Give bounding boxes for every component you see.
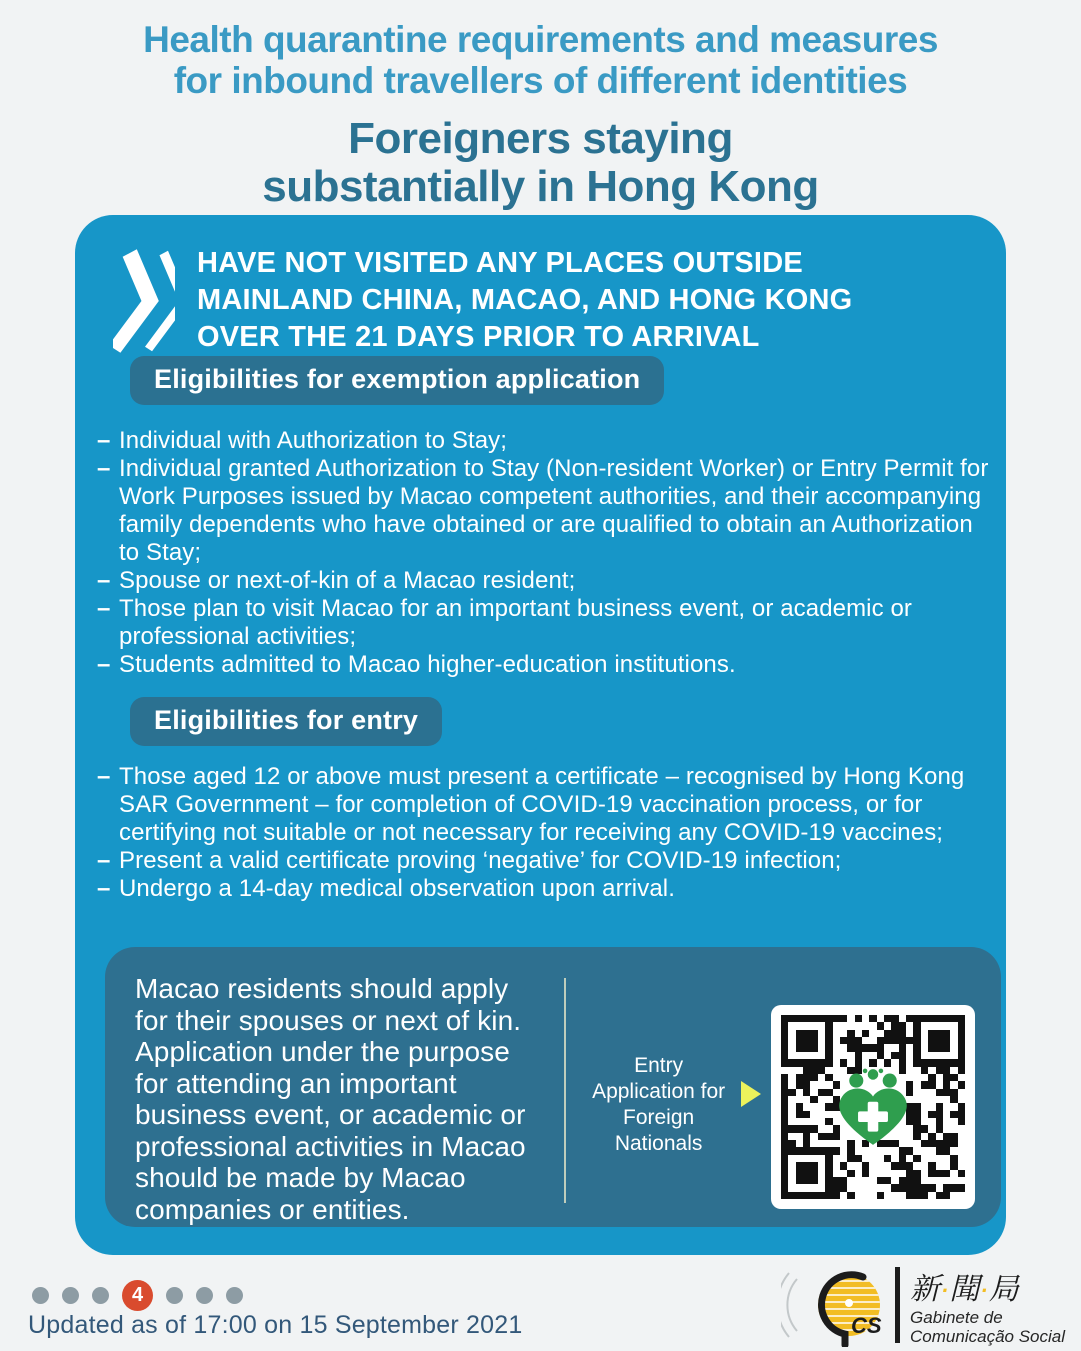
gcs-chinese-name bbox=[910, 1264, 1065, 1308]
dash-bullet: – bbox=[97, 875, 111, 902]
page-title bbox=[0, 20, 1081, 101]
cn-dot: · bbox=[941, 1278, 950, 1304]
dash-bullet: – bbox=[97, 763, 111, 790]
list-item bbox=[97, 455, 989, 567]
list-item-text: Those aged 12 or above must present a certificate – recognised by Hong Kong SAR Government – for completion of COVID-19 vaccination process, or for certifying not suitable or not necessary for receiving any COVID-19 vaccines; bbox=[119, 763, 965, 846]
list-item bbox=[97, 567, 989, 595]
list-item-text: Present a valid certificate proving ‘negative’ for COVID-19 infection; bbox=[119, 847, 842, 874]
gcs-acronym: CS bbox=[851, 1313, 882, 1338]
gcs-portuguese-line1: Gabinete de bbox=[910, 1308, 1003, 1327]
cn-char: 新 bbox=[910, 1273, 942, 1306]
page-dot bbox=[226, 1287, 243, 1304]
page-title-line2: for inbound travellers of different identities bbox=[173, 59, 908, 101]
current-page-dot: 4 bbox=[122, 1280, 153, 1311]
gcs-portuguese-line2: Comunicação Social bbox=[910, 1327, 1065, 1346]
cn-char: 聞 bbox=[949, 1273, 981, 1306]
page-dot bbox=[92, 1287, 109, 1304]
list-item-text: Individual with Authorization to Stay; bbox=[119, 427, 508, 454]
gcs-logo bbox=[781, 1263, 1065, 1347]
page-subtitle bbox=[0, 115, 1081, 210]
list-item-text: Students admitted to Macao higher-education institutions. bbox=[119, 651, 736, 678]
card-header bbox=[113, 245, 927, 357]
dash-bullet: – bbox=[97, 595, 111, 622]
cn-dot: · bbox=[980, 1278, 989, 1304]
dash-bullet: – bbox=[97, 651, 111, 678]
page-subtitle-line2: substantially in Hong Kong bbox=[262, 161, 819, 211]
main-card bbox=[75, 215, 1006, 1255]
list-item bbox=[97, 427, 989, 455]
entry-list bbox=[97, 763, 989, 903]
health-heart-logo-icon bbox=[829, 1063, 917, 1151]
gcs-roundel-icon bbox=[781, 1263, 891, 1347]
list-item-text: Those plan to visit Macao for an important business event, or academic or professional activities; bbox=[119, 595, 913, 650]
exemption-badge: Eligibilities for exemption application bbox=[130, 356, 664, 405]
page-indicator bbox=[32, 1280, 243, 1311]
gcs-logo-text bbox=[910, 1264, 1065, 1346]
list-item bbox=[97, 875, 989, 903]
dash-bullet: – bbox=[97, 567, 111, 594]
dash-bullet: – bbox=[97, 847, 111, 874]
list-item-text: Individual granted Authorization to Stay (Non-resident Worker) or Entry Permit for Work Purposes issued by Macao competent authorities, and their accompanying family dependents who have obtained or are qualified to obtain an Authorization to Stay; bbox=[119, 455, 989, 566]
list-item bbox=[97, 595, 989, 651]
logo-divider-bar bbox=[895, 1267, 900, 1343]
note-card bbox=[105, 947, 1001, 1227]
list-item-text: Spouse or next-of-kin of a Macao resident; bbox=[119, 567, 576, 594]
exemption-list bbox=[97, 427, 989, 679]
vertical-divider bbox=[564, 978, 566, 1203]
note-text: Macao residents should apply for their spouses or next of kin. Application under the purpose for attending an important business event, or academic or professional activities in Macao should be made by Macao companies or entities. bbox=[135, 973, 526, 1225]
page-subtitle-line1: Foreigners staying bbox=[348, 114, 733, 164]
cn-char: 局 bbox=[988, 1273, 1020, 1306]
card-header-text: HAVE NOT VISITED ANY PLACES OUTSIDE MAINLAND CHINA, MACAO, AND HONG KONG OVER THE 21 DAYS PRIOR TO ARRIVAL bbox=[197, 247, 853, 354]
qr-label: Entry Application for Foreign Nationals bbox=[592, 1054, 726, 1155]
list-item bbox=[97, 847, 989, 875]
page-dot bbox=[32, 1287, 49, 1304]
dash-bullet: – bbox=[97, 455, 111, 482]
page-dot bbox=[62, 1287, 79, 1304]
list-item-text: Undergo a 14-day medical observation upon arrival. bbox=[119, 875, 675, 902]
page-title-line1: Health quarantine requirements and measures bbox=[143, 19, 938, 60]
list-item bbox=[97, 763, 989, 847]
triangle-right-icon bbox=[741, 1081, 761, 1107]
page-dot bbox=[196, 1287, 213, 1304]
page-dot bbox=[166, 1287, 183, 1304]
dash-bullet: – bbox=[97, 427, 111, 454]
double-chevron-right-icon bbox=[113, 245, 175, 357]
updated-timestamp: Updated as of 17:00 on 15 September 2021 bbox=[28, 1311, 523, 1339]
list-item bbox=[97, 651, 989, 679]
entry-badge: Eligibilities for entry bbox=[130, 697, 442, 746]
qr-code bbox=[771, 1005, 975, 1209]
